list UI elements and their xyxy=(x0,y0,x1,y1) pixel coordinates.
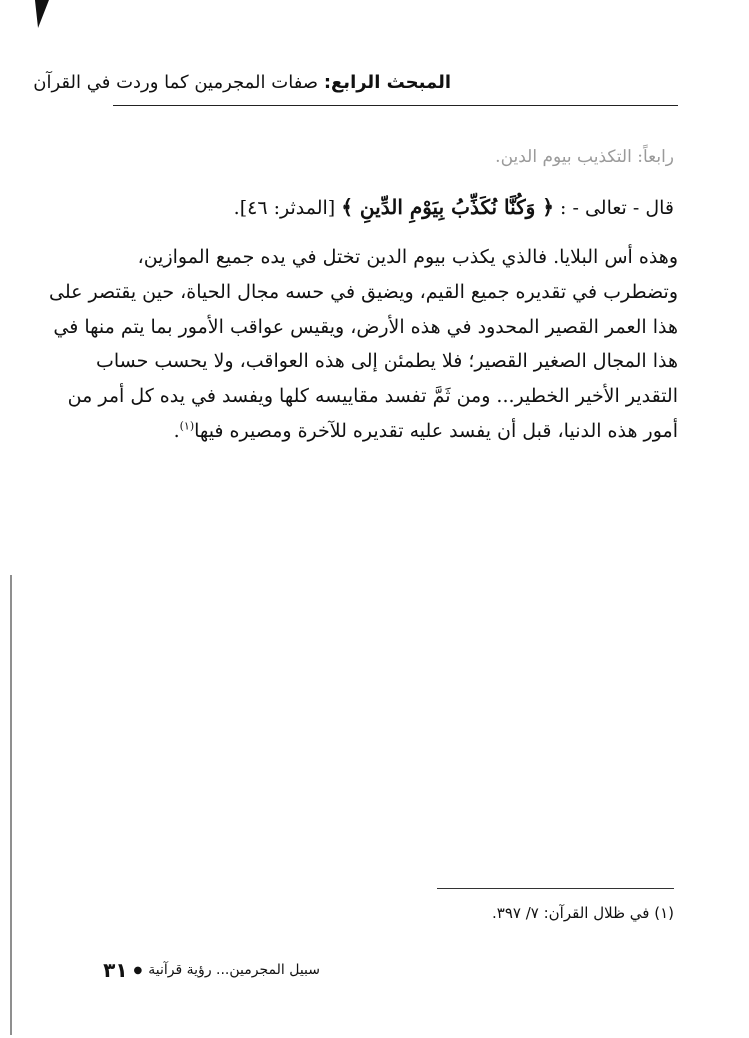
paragraph-line: هذا المجال الصغير القصير؛ فلا يطمئن إلى هذه العواقب، ولا يحسب حساب xyxy=(95,350,678,373)
verse-intro: قال - تعالى - : xyxy=(554,197,674,219)
page-footer xyxy=(90,958,320,982)
header-lead: المبحث الرابع: xyxy=(323,72,451,93)
footnote-rule xyxy=(437,888,674,889)
paragraph-line: وهذه أس البلايا. فالذي يكذب بيوم الدين تختل في يده جميع الموازين، xyxy=(137,246,678,268)
paragraph-line: هذا العمر القصير المحدود في هذه الأرض، ويقيس عواقب الأمور بما يتم منها في xyxy=(53,315,678,338)
paragraph-line: وتضطرب في تقديره جميع القيم، ويضيق في حسه مجال الحياة، حين يقتصر على xyxy=(49,280,678,303)
footnote-reference[interactable]: (١) xyxy=(179,419,195,433)
footnote: (١) في ظلال القرآن: ٧/ ٣٩٧. xyxy=(492,904,674,922)
body-paragraph xyxy=(49,240,678,449)
page-number: ٣١ xyxy=(103,958,128,982)
last-line-end: . xyxy=(173,419,180,442)
footer-book-title: سبيل المجرمين... رؤية قرآنية xyxy=(148,962,320,978)
last-line-text: أمور هذه الدنيا، قبل أن يفسد عليه تقديره للآخرة ومصيره فيها xyxy=(194,419,678,442)
corner-mark xyxy=(31,0,49,28)
paragraph-last-line xyxy=(130,414,678,449)
header-rule xyxy=(113,105,678,106)
verse-citation xyxy=(114,195,674,219)
verse-reference: [المدثر: ٤٦]. xyxy=(233,197,342,219)
quran-verse: ﴿ وَكُنَّا نُكَذِّبُ بِيَوْمِ الدِّينِ ﴾ xyxy=(341,195,555,219)
paragraph-line: التقدير الأخير الخطير... ومن ثَمَّ تفسد مقاييسه كلها ويفسد في يده كل أمر من xyxy=(67,385,678,408)
header-title: صفات المجرمين كما وردت في القرآن xyxy=(33,72,324,93)
footer-ornament: ● xyxy=(133,964,143,976)
section-heading: رابعاً: التكذيب بيوم الدين. xyxy=(495,147,674,167)
running-header xyxy=(33,72,451,93)
scan-edge-line xyxy=(10,575,12,1035)
